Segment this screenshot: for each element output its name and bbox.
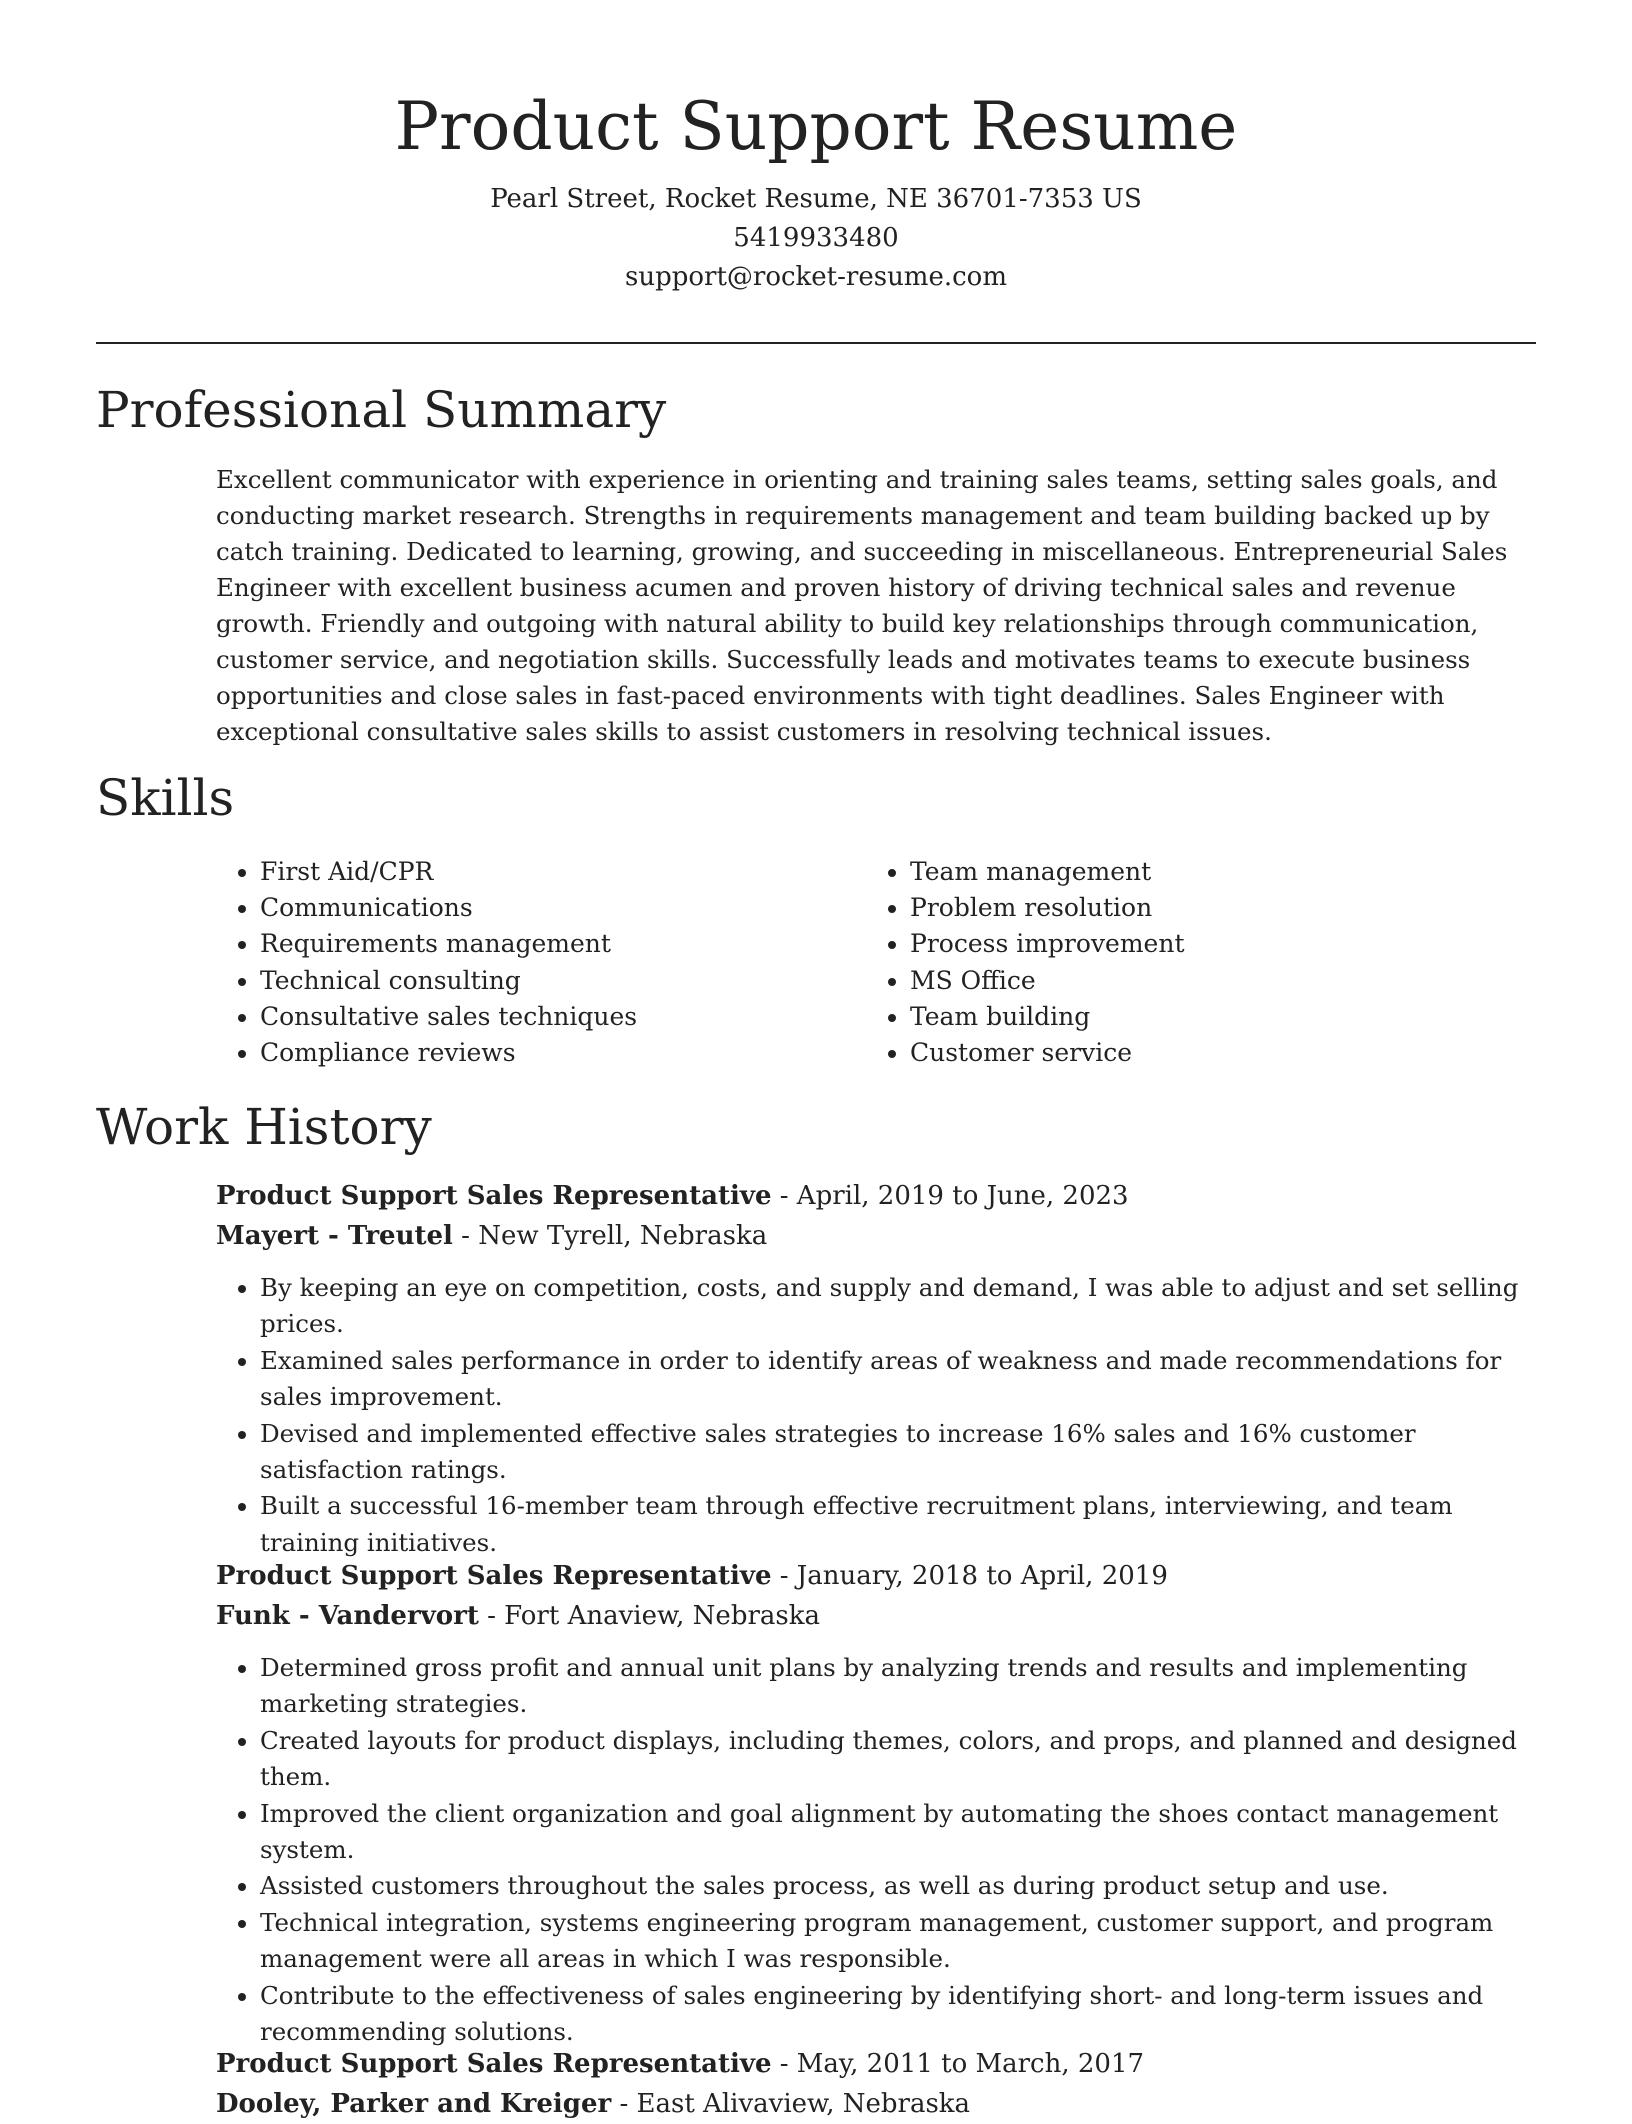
contact-block [0,180,1632,297]
job-bullet: • Built a successful 16-member team through effective recruitment plans, interviewing, and team training initiatives. [260,1488,1536,1561]
company-name: Dooley, Parker and Kreiger [216,2089,612,2119]
skill-item: • MS Office [910,963,1185,999]
job-bullet: • Determined gross profit and annual unit plans by analyzing trends and results and implementing marketing strategies. [260,1650,1536,1723]
job-bullets [216,1270,1536,1561]
skill-item: • Team building [910,999,1185,1035]
skill-item: • Team management [910,854,1185,890]
skill-item: • Technical consulting [260,963,637,999]
skills-column-left [216,854,637,1071]
company-name: Funk - Vandervort [216,1601,479,1631]
skill-item: • Compliance reviews [260,1035,637,1071]
job-bullets [216,1650,1536,2050]
work-history-heading: Work History [96,1098,432,1156]
skill-item: • Process improvement [910,926,1185,962]
contact-phone: 5419933480 [733,223,899,253]
job-bullet: • By keeping an eye on competition, costs, and supply and demand, I was able to adjust and set selling prices. [260,1270,1536,1343]
resume-header [0,82,1632,297]
job-location: - East Alivaview, Nebraska [611,2089,971,2119]
skill-item: • Customer service [910,1035,1185,1071]
resume-title: Product Support Resume [394,88,1238,165]
job-bullet: • Assisted customers throughout the sales process, as well as during product setup and use. [260,1868,1536,1904]
skills-heading: Skills [96,769,235,827]
contact-email: support@rocket-resume.com [624,262,1007,292]
job-dates: - January, 2018 to April, 2019 [771,1561,1168,1591]
skill-item: • Consultative sales techniques [260,999,637,1035]
job-bullet: • Examined sales performance in order to identify areas of weakness and made recommendations for sales improvement. [260,1343,1536,1416]
job-title: Product Support Sales Representative [216,2049,772,2079]
summary-heading: Professional Summary [96,381,667,439]
job-entry [216,2044,1536,2124]
job-company-line [216,1216,1536,1256]
job-bullet: • Technical integration, systems engineering program management, customer support, and program management were all areas in which I was responsible. [260,1905,1536,1978]
job-bullet: • Devised and implemented effective sales strategies to increase 16% sales and 16% customer satisfaction ratings. [260,1416,1536,1489]
job-title-line [216,1556,1536,1596]
job-title: Product Support Sales Representative [216,1561,772,1591]
job-entry [216,1556,1536,2050]
summary-text: Excellent communicator with experience in orienting and training sales teams, setting sales goals, and conducting market research. Strengths in requirements management and team building backed up by catch training. Dedicated to learning, growing, and succeeding in miscellaneous. Entrepreneurial Sales Engineer with excellent business acumen and proven history of driving technical sales and revenue growth. Friendly and outgoing with natural ability to build key relationships through communication, customer service, and negotiation skills. Successfully leads and motivates teams to execute business opportunities and close sales in fast-paced environments with tight deadlines. Sales Engineer with exceptional consultative sales skills to assist customers in resolving technical issues. [216,465,1508,746]
job-entry [216,1176,1536,1561]
job-company-line [216,1596,1536,1636]
job-title: Product Support Sales Representative [216,1181,772,1211]
skill-item: • Requirements management [260,926,637,962]
skills-column-right [866,854,1185,1071]
job-location: - Fort Anaview, Nebraska [478,1601,820,1631]
job-dates: - April, 2019 to June, 2023 [771,1181,1129,1211]
company-name: Mayert - Treutel [216,1221,453,1251]
skill-item: • Communications [260,890,637,926]
skill-item: • Problem resolution [910,890,1185,926]
job-dates: - May, 2011 to March, 2017 [771,2049,1145,2079]
job-title-line [216,1176,1536,1216]
job-company-line [216,2084,1536,2124]
job-bullet: • Improved the client organization and goal alignment by automating the shoes contact management system. [260,1796,1536,1869]
skill-item: • First Aid/CPR [260,854,637,890]
job-bullet: • Created layouts for product displays, including themes, colors, and props, and planned and designed them. [260,1723,1536,1796]
contact-address: Pearl Street, Rocket Resume, NE 36701-7353 US [490,184,1142,214]
job-bullet: • Contribute to the effectiveness of sales engineering by identifying short- and long-term issues and recommending solutions. [260,1978,1536,2051]
job-location: - New Tyrell, Nebraska [452,1221,768,1251]
header-divider [96,342,1536,344]
job-title-line [216,2044,1536,2084]
